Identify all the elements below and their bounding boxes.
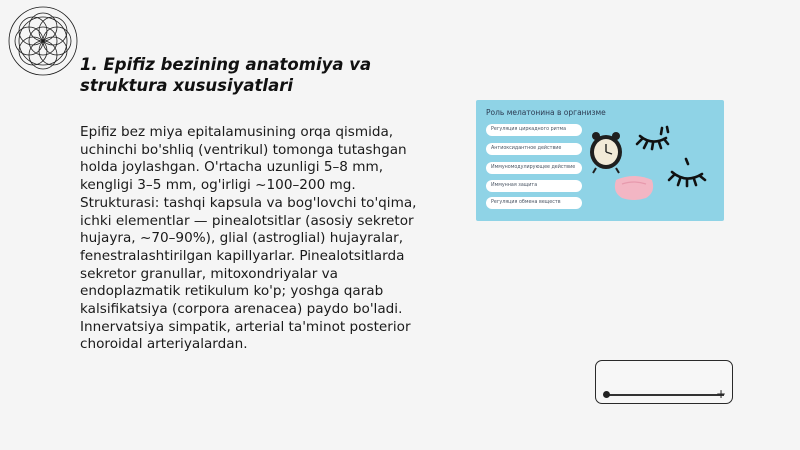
card-title: Роль мелатонина в организме (486, 108, 606, 117)
closed-eye-icon (669, 159, 705, 186)
slider-handle[interactable] (603, 391, 610, 398)
card-list-item: Иммуномодулирующее действие (486, 162, 582, 174)
card-list-item: Иммунная защита (486, 180, 582, 192)
clock-icon (590, 132, 622, 173)
sleep-mask-icon (615, 176, 653, 200)
slide-title: 1. Epifiz bezining anatomiya va struktura xususiyatlari (80, 55, 372, 95)
melatonin-image-card (476, 100, 724, 221)
rosette-logo (6, 4, 80, 78)
plus-icon[interactable]: + (716, 387, 727, 401)
closed-eye-icon (637, 127, 668, 149)
card-list-item: Антиоксидантное действие (486, 143, 582, 155)
card-list-item: Регуляция обмена веществ (486, 197, 582, 209)
card-list-item: Регуляция циркадного ритма (486, 124, 582, 136)
slide-body-text: Epifiz bez miya epitalamusining orqa qismida, uchinchi bo'shliq (ventrikul) tomonga tutashgan holda joylashgan. O'rtacha uzunligi 5–8 mm, kengligi 3–5 mm, og'irligi ~100–200 mg. Strukturasi: tashqi kapsula va bog'lovchi to'qima, ichki elementlar — pinealotsitlar (asosiy sekretor hujayra, ~70–90%), glial (astroglial) hujayralar, fenestralashtirilgan kapillyarlar. Pinealotsitlarda sekretor granullar, mitoxondriyalar va endoplazmatik retikulum ko'p; yoshga qarab kalsifikatsiya (corpora arenacea) paydo bo'ladi. Innervatsiya simpatik, arterial ta'minot posterior choroidal arteriyalardan. (80, 124, 417, 353)
progress-slider[interactable] (595, 360, 733, 404)
slider-track[interactable] (606, 394, 724, 396)
card-illustration (582, 114, 724, 221)
